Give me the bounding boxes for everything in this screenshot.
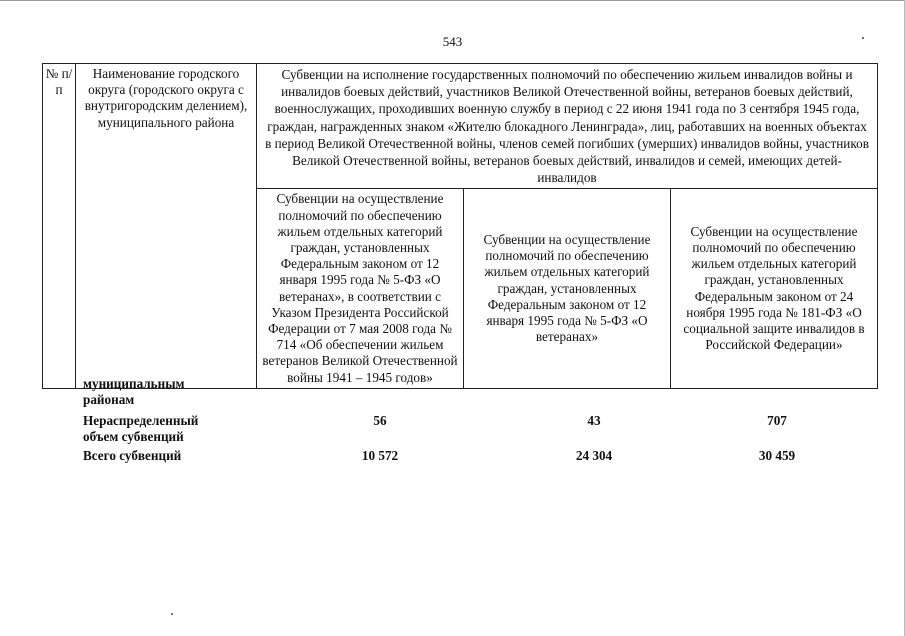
row-label: муниципальным районам bbox=[83, 376, 185, 407]
row-value: 43 bbox=[587, 413, 601, 428]
main-header: Субвенции на исполнение государственных полномочий по обеспечению жильем инвалидов войны и инвалидов боевых действий, участников Великой Отечественной войны, ветеранов боевых действий, военнослужащих, проходивших военную службу в период с 22 июня 1941 года по 3 сентября 1945 года, граждан, награжденных знаком «Жителю блокадного Ленинграда», лиц, работавших на военных объектах в период Великой Отечественной войны, членов семей погибших (умерших) инвалидов войны, участников Великой Отечественной войны, ветеранов боевых действий, инвалидов и семей, имеющих детей-инвалидов bbox=[257, 64, 878, 189]
scan-top-edge bbox=[0, 0, 905, 1]
row-label: Всего субвенций bbox=[83, 448, 182, 463]
row-value: 56 bbox=[373, 413, 387, 428]
subheader-veterans-decree: Субвенции на осуществление полномочий по обеспечению жильем отдельных категорий граждан, установленных Федеральным законом от 12 января 1995 года № 5-ФЗ «О ветеранах», в соответствии с Указом Президента Российской Федерации от 7 мая 2008 года № 714 «Об обеспечении жильем ветеранов Великой Отечественной войны 1941 – 1945 годов» bbox=[257, 189, 464, 388]
subheader-disabled-law: Субвенции на осуществление полномочий по обеспечению жильем отдельных категорий граждан, установленных Федеральным законом от 24 ноября 1995 года № 181-ФЗ «О социальной защите инвалидов в Российской Федерации» bbox=[671, 189, 878, 388]
row-value: 707 bbox=[767, 413, 787, 428]
row-label: Нераспределенный объем субвенций bbox=[83, 413, 199, 444]
scan-speck bbox=[171, 613, 173, 615]
col-num-header: № п/п bbox=[43, 64, 76, 389]
scan-speck bbox=[862, 37, 864, 39]
row-value: 10 572 bbox=[361, 448, 399, 463]
table-header-row bbox=[43, 64, 878, 189]
subsidy-table bbox=[42, 63, 878, 389]
page-number: 543 bbox=[442, 34, 463, 49]
col-name-header: Наименование городского округа (городского округа с внутригородским делением), муниципального района bbox=[76, 64, 257, 389]
row-value: 30 459 bbox=[758, 448, 796, 463]
subheader-veterans-law: Субвенции на осуществление полномочий по обеспечению жильем отдельных категорий граждан, установленных Федеральным законом от 12 января 1995 года № 5-ФЗ «О ветеранах» bbox=[464, 189, 671, 388]
row-value: 24 304 bbox=[575, 448, 613, 463]
